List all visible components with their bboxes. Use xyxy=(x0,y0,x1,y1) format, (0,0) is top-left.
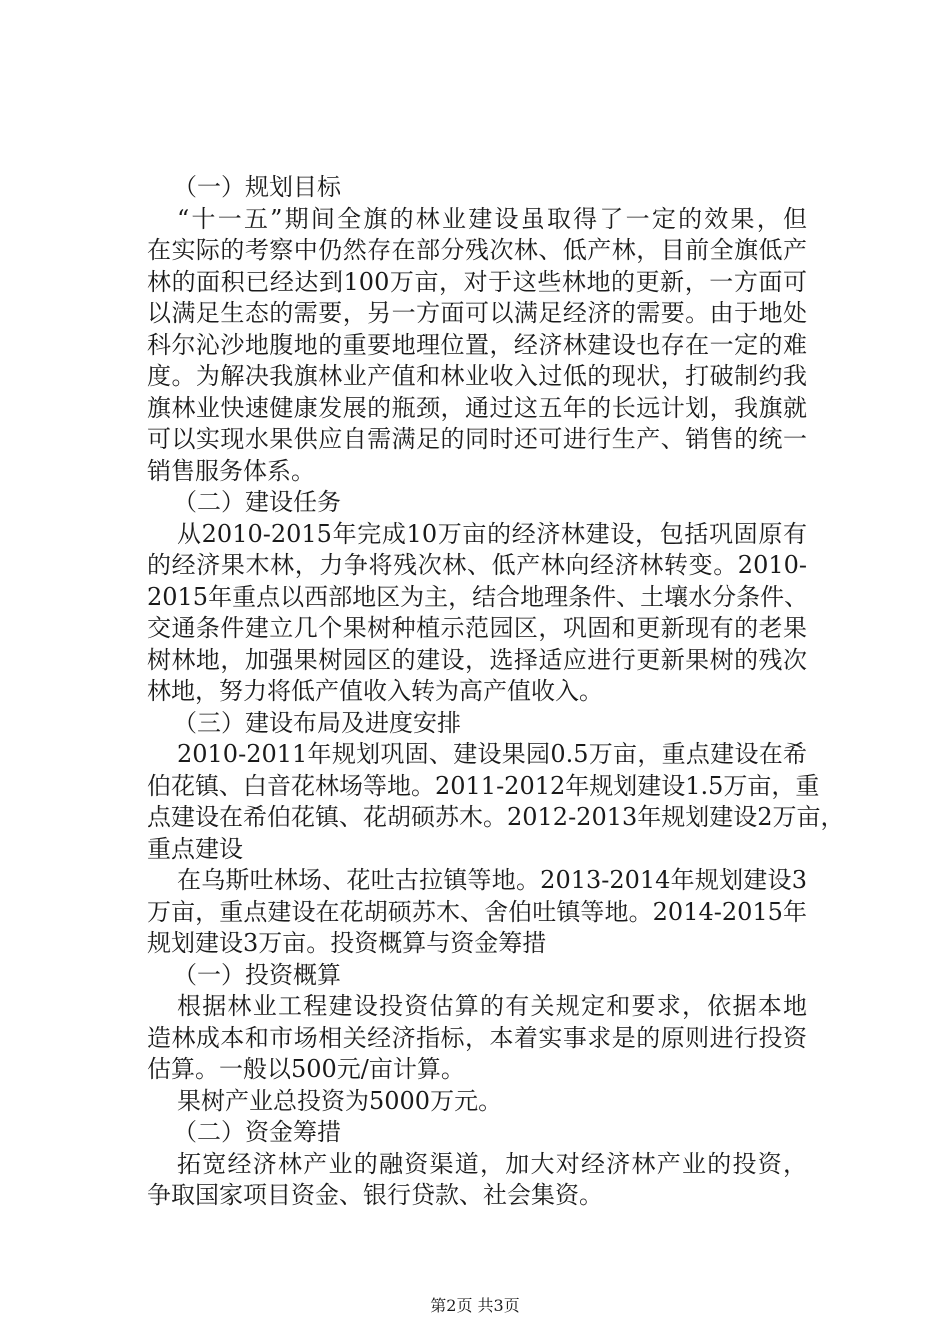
text-line: 可以实现水果供应自需满足的同时还可进行生产、销售的统一 xyxy=(147,425,807,453)
text-line: 规划建设3万亩。投资概算与资金筹措 xyxy=(147,929,547,957)
text-line: 果树产业总投资为5000万元。 xyxy=(177,1086,503,1115)
text-line: 2010-2011年规划巩固、建设果园0.5万亩，重点建设在希 xyxy=(177,740,807,768)
section-heading: （一）规划目标 xyxy=(173,173,341,201)
text-line: 交通条件建立几个果树种植示范园区，巩固和更新现有的老果 xyxy=(147,614,807,642)
text-line: 销售服务体系。 xyxy=(147,456,315,485)
text-line: 拓宽经济林产业的融资渠道，加大对经济林产业的投资， xyxy=(177,1149,807,1178)
text-line: 林地，努力将低产值收入转为高产值收入。 xyxy=(147,677,603,705)
document-body xyxy=(147,172,845,1212)
text-line: 林的面积已经达到100万亩，对于这些林地的更新，一方面可 xyxy=(147,267,807,296)
page-footer: 第2页 共3页 xyxy=(430,1296,520,1315)
text-line: 点建设在希伯花镇、花胡硕苏木。2012-2013年规划建设2万亩， xyxy=(147,803,845,831)
text-line: 根据林业工程建设投资估算的有关规定和要求，依据本地 xyxy=(177,992,807,1020)
text-line: 在实际的考察中仍然存在部分残次林、低产林，目前全旗低产 xyxy=(147,236,807,264)
text-line: 度。为解决我旗林业产值和林业收入过低的现状，打破制约我 xyxy=(147,362,807,390)
text-line: 以满足生态的需要，另一方面可以满足经济的需要。由于地处 xyxy=(147,299,807,327)
text-line: 伯花镇、白音花林场等地。2011-2012年规划建设1.5万亩，重 xyxy=(147,771,820,800)
text-line: 万亩，重点建设在花胡硕苏木、舍伯吐镇等地。2014-2015年 xyxy=(147,897,807,926)
text-line: 从2010-2015年完成10万亩的经济林建设，包括巩固原有 xyxy=(177,519,807,548)
text-line: 估算。一般以500元/亩计算。 xyxy=(147,1055,465,1083)
section-heading: （二）资金筹措 xyxy=(173,1118,341,1146)
text-line: 树林地，加强果树园区的建设，选择适应进行更新果树的残次 xyxy=(147,645,807,674)
text-line: 旗林业快速健康发展的瓶颈，通过这五年的长远计划，我旗就 xyxy=(147,393,807,422)
text-line: 造林成本和市场相关经济指标，本着实事求是的原则进行投资 xyxy=(147,1023,807,1052)
section-heading: （一）投资概算 xyxy=(173,960,341,989)
text-line: 在乌斯吐林场、花吐古拉镇等地。2013-2014年规划建设3 xyxy=(177,866,807,894)
text-line: 2015年重点以西部地区为主，结合地理条件、土壤水分条件、 xyxy=(147,582,809,611)
text-line: “十一五”期间全旗的林业建设虽取得了一定的效果，但 xyxy=(177,204,807,233)
section-heading: （二）建设任务 xyxy=(173,488,341,516)
text-line: 的经济果木林，力争将残次林、低产林向经济林转变。2010- xyxy=(147,551,807,579)
text-line: 重点建设 xyxy=(147,834,243,863)
text-line: 争取国家项目资金、银行贷款、社会集资。 xyxy=(147,1181,603,1209)
section-heading: （三）建设布局及进度安排 xyxy=(173,708,461,737)
text-line: 科尔沁沙地腹地的重要地理位置，经济林建设也存在一定的难 xyxy=(147,330,807,359)
